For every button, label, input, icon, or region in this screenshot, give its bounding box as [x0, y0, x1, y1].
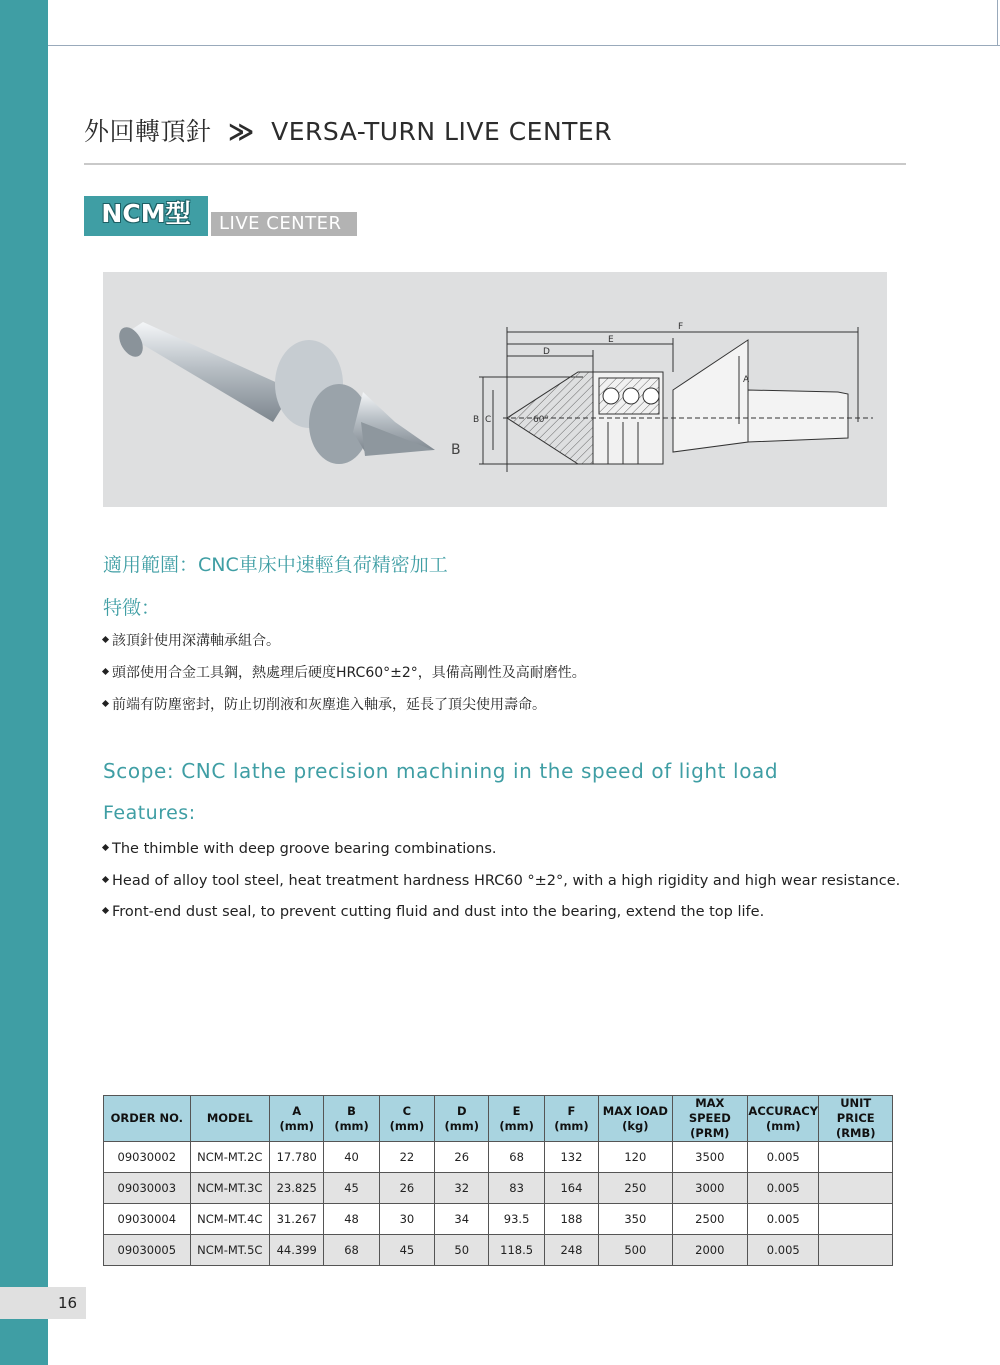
bullet-icon [102, 843, 109, 850]
top-rule [48, 45, 1000, 46]
bullet-icon [102, 635, 109, 642]
feature-en-2 [103, 873, 900, 889]
header-b: B (mm) [324, 1096, 379, 1142]
header-c: C (mm) [379, 1096, 434, 1142]
bullet-icon [102, 875, 109, 882]
bullet-icon [102, 906, 109, 913]
header-a: A (mm) [270, 1096, 324, 1142]
table-row: 09030005 NCM-MT.5C 44.399 68 45 50 118.5 248 500 2000 0.005 [104, 1235, 893, 1266]
feature-zh-1-text: 該頂針使用深溝軸承組合。 [112, 633, 280, 649]
title-zh: 外回轉頂針 [84, 117, 212, 146]
feature-zh-3-text: 前端有防塵密封，防止切削液和灰塵進入軸承，延長了頂尖使用壽命。 [112, 697, 546, 713]
feature-en-3 [103, 904, 764, 920]
header-accuracy: ACCURACY (mm) [748, 1096, 819, 1142]
header-max-speed: MAX SPEED (PRM) [672, 1096, 747, 1142]
table-header-row [104, 1096, 893, 1142]
scope-en: Scope: CNC lathe precision machining in the speed of light load [103, 759, 779, 783]
feature-en-1 [103, 841, 497, 857]
header-f: F (mm) [544, 1096, 598, 1142]
header-d: D (mm) [435, 1096, 489, 1142]
model-tag: NCM型 [84, 196, 208, 236]
table-row: 09030003 NCM-MT.3C 23.825 45 26 32 83 164 250 3000 0.005 [104, 1173, 893, 1204]
feature-en-1-text: The thimble with deep groove bearing combinations. [112, 841, 497, 857]
technical-drawing [479, 327, 873, 472]
table-row: 09030002 NCM-MT.2C 17.780 40 22 26 68 132 120 3500 0.005 [104, 1142, 893, 1173]
page-title [84, 112, 612, 148]
title-separator: ≫ [227, 117, 255, 146]
dim-label-a: A [743, 375, 750, 385]
feature-zh-2-text: 頭部使用合金工具鋼，熱處理后硬度HRC60°±2°，具備高剛性及高耐磨性。 [112, 665, 586, 681]
feature-en-3-text: Front-end dust seal, to prevent cutting fluid and dust into the bearing, extend the top life. [112, 904, 765, 920]
live-center-illustration [103, 272, 887, 507]
bullet-icon [102, 667, 109, 674]
features-title-en: Features: [103, 802, 196, 824]
header-max-load: MAX lOAD (kg) [599, 1096, 672, 1142]
feature-zh-3 [103, 694, 546, 714]
feature-en-2-text: Head of alloy tool steel, heat treatment hardness HRC60 °±2°, with a high rigidity and high wear resistance. [112, 873, 901, 889]
photo-label-b: B [451, 442, 461, 458]
top-corner-rule [997, 0, 998, 46]
header-model: MODEL [190, 1096, 270, 1142]
features-title-zh: 特徵： [103, 597, 161, 619]
dim-label-b: B [473, 415, 480, 425]
feature-zh-2 [103, 662, 586, 682]
scope-zh: 適用範圍：CNC車床中速輕負荷精密加工 [103, 554, 448, 576]
dim-label-e: E [608, 335, 614, 345]
spec-table [103, 1095, 893, 1266]
title-en: VERSA-TURN LIVE CENTER [271, 117, 613, 146]
dim-label-angle: 60° [533, 415, 549, 425]
live-center-photo [114, 322, 435, 464]
dim-label-f: F [678, 322, 684, 332]
section-label: LIVE CENTER [211, 212, 357, 236]
header-order-no: ORDER NO. [104, 1096, 191, 1142]
feature-zh-1 [103, 630, 280, 650]
bullet-icon [102, 699, 109, 706]
title-divider [84, 163, 906, 165]
side-accent-bar [0, 0, 48, 1365]
page-number: 16 [58, 1294, 78, 1312]
dim-label-d: D [543, 347, 550, 357]
product-image-panel [103, 272, 887, 507]
header-e: E (mm) [489, 1096, 544, 1142]
header-unit-price: UNIT PRICE (RMB) [819, 1096, 893, 1142]
table-row: 09030004 NCM-MT.4C 31.267 48 30 34 93.5 188 350 2500 0.005 [104, 1204, 893, 1235]
dim-label-c: C [485, 415, 492, 425]
